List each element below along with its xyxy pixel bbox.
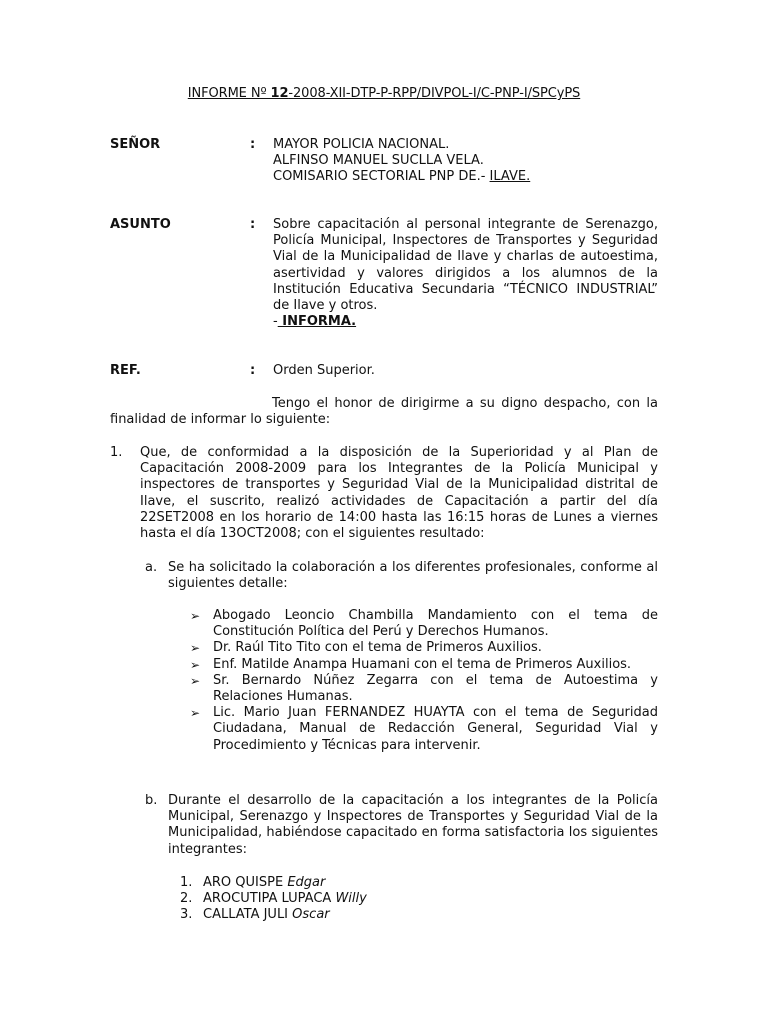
ref-text: Orden Superior. bbox=[273, 363, 375, 378]
speaker-item bbox=[190, 640, 658, 656]
trainee-number: 1. bbox=[180, 875, 193, 890]
item-a-text: Se ha solicitado la colaboración a los diferentes profesionales, conforme al siguientes detalle: bbox=[168, 560, 658, 592]
trainee-given-name: Edgar bbox=[287, 875, 326, 890]
speaker-text: Abogado Leoncio Chambilla Mandamiento con el tema de Constitución Política del Perú y Derechos Humanos. bbox=[213, 608, 658, 640]
item-1-number: 1. bbox=[110, 445, 123, 460]
senor-colon: : bbox=[250, 137, 256, 152]
item-b-letter: b. bbox=[145, 793, 158, 808]
speaker-item bbox=[190, 608, 658, 640]
speaker-text: Dr. Raúl Tito Tito con el tema de Primeros Auxilios. bbox=[213, 640, 542, 656]
report-number: 12 bbox=[270, 86, 289, 101]
trainee-item bbox=[180, 875, 580, 891]
speaker-item bbox=[190, 705, 658, 754]
senor-label: SEÑOR bbox=[110, 137, 161, 152]
addressee-block bbox=[273, 137, 658, 186]
trainee-number: 2. bbox=[180, 891, 193, 907]
speaker-text: Lic. Mario Juan FERNANDEZ HUAYTA con el tema de Seguridad Ciudadana, Manual de Redacción General, Seguridad Vial y Procedimiento y Técnicas para intervenir. bbox=[213, 705, 658, 753]
ref-label: REF. bbox=[110, 363, 141, 378]
speaker-item bbox=[190, 673, 658, 705]
trainee-item bbox=[180, 891, 580, 907]
asunto-colon: : bbox=[250, 217, 256, 232]
trainee-item bbox=[180, 907, 580, 923]
addressee-post-text: COMISARIO SECTORIAL PNP DE.- bbox=[273, 169, 490, 185]
addressee-name: ALFINSO MANUEL SUCLLA VELA. bbox=[273, 153, 484, 169]
asunto-label: ASUNTO bbox=[110, 217, 171, 232]
arrow-bullet-icon: ➢ bbox=[190, 673, 201, 688]
trainee-surname: CALLATA JULI bbox=[203, 907, 289, 923]
item-a-letter: a. bbox=[145, 560, 158, 575]
trainee-surname: ARO QUISPE bbox=[203, 875, 284, 890]
intro-text: Tengo el honor de dirigirme a su digno despacho, con la finalidad de informar lo siguiente: bbox=[110, 396, 658, 428]
subject-action bbox=[273, 314, 658, 330]
trainee-given-name: Oscar bbox=[292, 907, 330, 923]
report-title bbox=[0, 86, 768, 102]
subject-text: Sobre capacitación al personal integrante de Serenazgo, Policía Municipal, Inspectores de Transportes y Seguridad Vial de la Municipalidad de Ilave y charlas de autoestima, asertividad y valores dirigidos a los alumnos de la Institución Educativa Secundaria “TÉCNICO INDUSTRIAL” de Ilave y otros. bbox=[273, 217, 658, 314]
arrow-bullet-icon: ➢ bbox=[190, 657, 201, 672]
item-b-text: Durante el desarrollo de la capacitación a los integrantes de la Policía Municipal, Serenazgo y Inspectores de Transportes y Seguridad Vial de la Municipalidad, habiéndose capacitado en forma satisfactoria los siguientes integrantes: bbox=[168, 793, 658, 857]
arrow-bullet-icon: ➢ bbox=[190, 706, 201, 721]
speaker-item bbox=[190, 657, 658, 673]
addressee-rank: MAYOR POLICIA NACIONAL. bbox=[273, 137, 450, 152]
arrow-bullet-icon: ➢ bbox=[190, 609, 201, 623]
addressee-place: ILAVE. bbox=[489, 169, 531, 185]
ref-colon: : bbox=[250, 363, 256, 378]
intro-paragraph bbox=[110, 396, 658, 428]
title-suffix: -2008-XII-DTP-P-RPP/DIVPOL-I/C-PNP-I/SPCyPS bbox=[288, 86, 581, 101]
trainee-list bbox=[180, 875, 580, 924]
subject-action-label: INFORMA. bbox=[277, 314, 357, 330]
trainee-surname: AROCUTIPA LUPACA bbox=[203, 891, 332, 907]
title-prefix: INFORME Nº bbox=[187, 86, 271, 101]
arrow-bullet-icon: ➢ bbox=[190, 641, 201, 656]
speaker-text: Sr. Bernardo Núñez Zegarra con el tema de Autoestima y Relaciones Humanas. bbox=[213, 672, 658, 705]
item-1-text: Que, de conformidad a la disposición de la Superioridad y al Plan de Capacitación 2008-2009 para los Integrantes de la Policía Municipal y inspectores de transportes y Seguridad Vial de la Municipalidad distrital de Ilave, el suscrito, realizó actividades de Capacitación a partir del día 22SET2008 en los horario de 14:00 hasta las 16:15 horas de Lunes a viernes hasta el día 13OCT2008; con el siguientes resultado: bbox=[140, 445, 658, 542]
trainee-number: 3. bbox=[180, 907, 193, 923]
speaker-text: Enf. Matilde Anampa Huamani con el tema de Primeros Auxilios. bbox=[213, 656, 632, 672]
subject-block bbox=[273, 217, 658, 330]
speaker-list bbox=[190, 608, 658, 754]
trainee-given-name: Willy bbox=[335, 891, 367, 907]
addressee-post bbox=[273, 169, 658, 185]
subject-action-dash: - bbox=[273, 314, 278, 330]
